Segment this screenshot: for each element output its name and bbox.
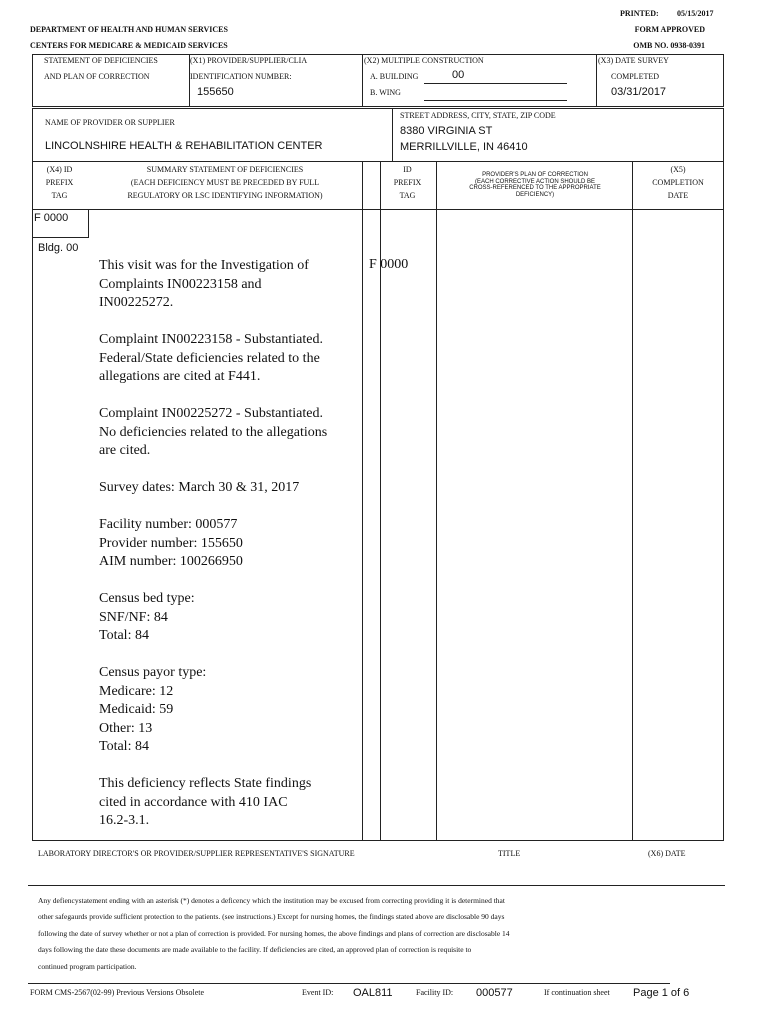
address-city: MERRILLVILLE, IN 46410 bbox=[400, 141, 528, 153]
provider-name-label: NAME OF PROVIDER OR SUPPLIER bbox=[45, 118, 175, 127]
plan-of-correction-header: PROVIDER'S PLAN OF CORRECTION (EACH CORRECTIVE ACTION SHOULD BE CROSS-REFERENCED TO THE APPROPRIATE DEFICIENCY) bbox=[469, 172, 601, 198]
id-prefix-tag-header: ID PREFIX TAG bbox=[393, 165, 422, 200]
printed-date: 05/15/2017 bbox=[677, 9, 714, 18]
provider-name: LINCOLNSHIRE HEALTH & REHABILITATION CENTER bbox=[45, 140, 323, 152]
multiple-construction-label: (X2) MULTIPLE CONSTRUCTION bbox=[364, 56, 484, 65]
director-signature-label: LABORATORY DIRECTOR'S OR PROVIDER/SUPPLIER REPRESENTATIVE'S SIGNATURE bbox=[38, 849, 355, 858]
x4-id-header: (X4) ID PREFIX TAG bbox=[45, 165, 74, 200]
page-number: Page 1 of 6 bbox=[633, 987, 690, 999]
paragraph: This visit was for the Investigation of Complaints IN00223158 and IN00225272. bbox=[99, 258, 309, 310]
completion-date-header: (X5) COMPLETION DATE bbox=[652, 165, 704, 200]
paragraph: Census payor type: Medicare: 12 Medicaid: 59 Other: 13 Total: 84 bbox=[99, 665, 207, 754]
event-id-label: Event ID: bbox=[302, 988, 334, 997]
signature-date-label: (X6) DATE bbox=[648, 849, 686, 858]
building-label: A. BUILDING bbox=[370, 72, 419, 81]
x1-label: (X1) PROVIDER/SUPPLIER/CLIA bbox=[190, 56, 308, 65]
paragraph: Complaint IN00223158 - Substantiated. Federal/State deficiencies related to the allegations are cited at F441. bbox=[99, 332, 323, 384]
title-label: TITLE bbox=[498, 849, 521, 858]
form-approved: FORM APPROVED bbox=[634, 25, 705, 34]
identification-number-label: IDENTIFICATION NUMBER: bbox=[190, 72, 292, 81]
summary-statement-text bbox=[99, 257, 361, 849]
provider-id-value: 155650 bbox=[197, 86, 234, 98]
right-prefix-tag: F 0000 bbox=[369, 257, 409, 272]
facility-id-value: 000577 bbox=[476, 987, 513, 999]
facility-id-label: Facility ID: bbox=[416, 988, 454, 997]
event-id-value: OAL811 bbox=[353, 987, 393, 999]
plan-of-correction-label: AND PLAN OF CORRECTION bbox=[44, 72, 150, 81]
continuation-sheet-label: If continuation sheet bbox=[544, 988, 610, 997]
statement-label: STATEMENT OF DEFICIENCIES bbox=[44, 56, 158, 65]
building-value: 00 bbox=[452, 69, 465, 81]
completed-label: COMPLETED bbox=[611, 72, 659, 81]
left-prefix-tag: F 0000 bbox=[34, 212, 69, 224]
paragraph: Facility number: 000577 Provider number: 155650 AIM number: 100266950 bbox=[99, 517, 243, 569]
paragraph: Census bed type: SNF/NF: 84 Total: 84 bbox=[99, 591, 195, 643]
building-tag: Bldg. 00 bbox=[38, 242, 79, 254]
address-street: 8380 VIRGINIA ST bbox=[400, 125, 493, 137]
paragraph: Complaint IN00225272 - Substantiated. No deficiencies related to the allegations are cited. bbox=[99, 406, 328, 458]
disclaimer-text: Any defiencystatement ending with an asterisk (*) denotes a deficency which the institution may be excused from correcting providing it is determined that other safegaurds provide sufficient protection to the patients. (see instructions.) Except for nursing homes, the findings stated above are disclosable 90 days following the date of survey whether or not a plan of correction is provided. For nursing homes, the above findings and plans of correction are disclosable 14 days following the date these documents are made available to the facility. If deficiencies are cited, an approved plan of correction is requisite to continued program participation. bbox=[38, 896, 510, 971]
paragraph: Survey dates: March 30 & 31, 2017 bbox=[99, 480, 300, 495]
omb-number: OMB NO. 0938-0391 bbox=[633, 41, 705, 50]
date-survey-label: (X3) DATE SURVEY bbox=[598, 56, 669, 65]
survey-completed-date: 03/31/2017 bbox=[611, 86, 667, 98]
printed-label: PRINTED: bbox=[620, 9, 659, 18]
summary-statement-header: SUMMARY STATEMENT OF DEFICIENCIES (EACH DEFICIENCY MUST BE PRECEDED BY FULL REGULATORY OR LSC IDENTIFYING INFORMATION) bbox=[127, 165, 323, 200]
department-title: DEPARTMENT OF HEALTH AND HUMAN SERVICES bbox=[30, 25, 228, 34]
form-number: FORM CMS-2567(02-99) Previous Versions Obsolete bbox=[30, 988, 205, 997]
cms-title: CENTERS FOR MEDICARE & MEDICAID SERVICES bbox=[30, 41, 228, 50]
paragraph: This deficiency reflects State findings cited in accordance with 410 IAC 16.2-3.1. bbox=[99, 776, 312, 828]
address-label: STREET ADDRESS, CITY, STATE, ZIP CODE bbox=[400, 111, 556, 120]
wing-label: B. WING bbox=[370, 88, 401, 97]
